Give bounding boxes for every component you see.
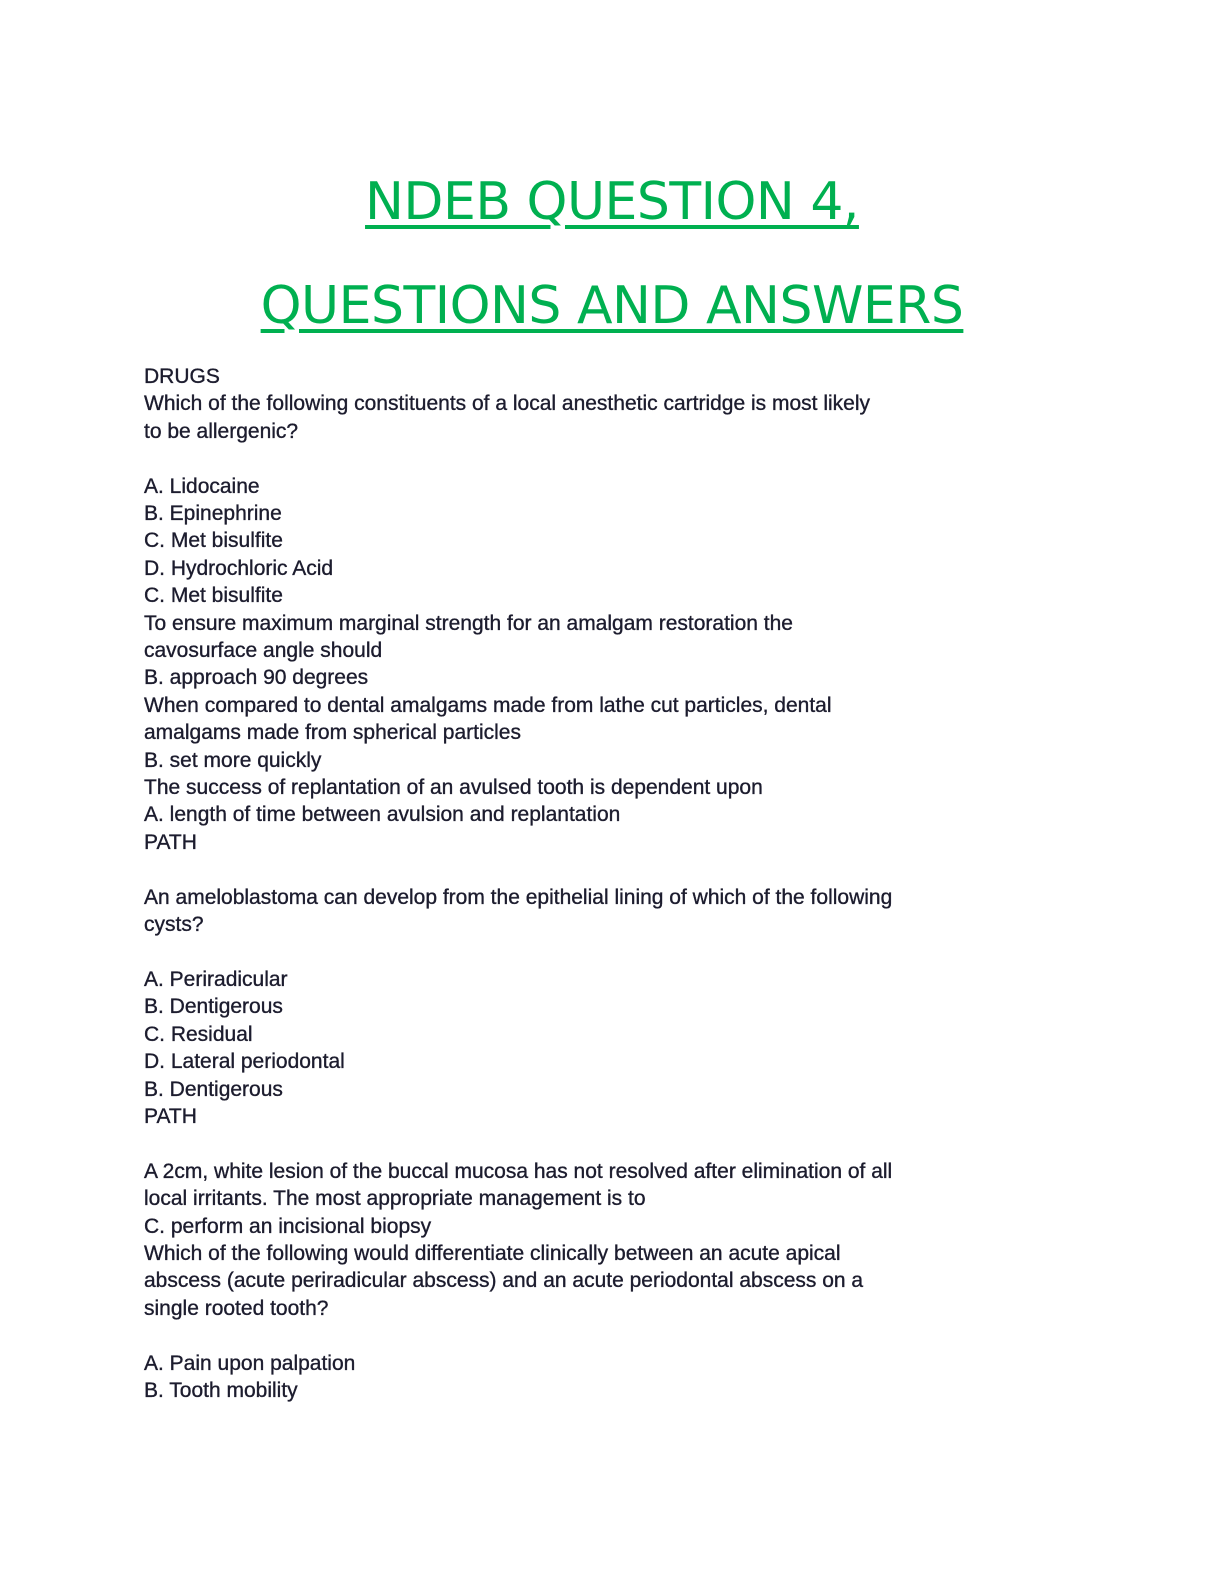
section-heading-drugs: DRUGS: [144, 365, 220, 388]
question-text: The success of replantation of an avulsed tooth is dependent upon: [144, 776, 763, 800]
answer-option: C. Met bisulfite: [144, 529, 283, 553]
question-text: local irritants. The most appropriate management is to: [144, 1187, 646, 1211]
correct-answer: A. length of time between avulsion and replantation: [144, 803, 621, 827]
blank-line: [144, 939, 1084, 966]
answer-option: B. Epinephrine: [144, 502, 282, 526]
answer-option: A. Lidocaine: [144, 474, 260, 498]
question-text: abscess (acute periradicular abscess) and an acute periodontal abscess on a: [144, 1269, 864, 1293]
title-line-1: NDEB QUESTION 4,: [365, 172, 859, 232]
section-heading-path: PATH: [144, 830, 197, 854]
answer-option: B. Tooth mobility: [144, 1378, 298, 1402]
blank-line: [144, 1130, 1084, 1157]
question-text: cavosurface angle should: [144, 639, 383, 663]
answer-option: D. Lateral periodontal: [144, 1050, 345, 1074]
question-text: A 2cm, white lesion of the buccal mucosa has not resolved after elimination of all: [144, 1159, 893, 1183]
blank-line: [144, 856, 1084, 883]
question-text: to be allergenic?: [144, 419, 299, 443]
answer-option: A. Pain upon palpation: [144, 1351, 356, 1375]
answer-option: C. Residual: [144, 1022, 253, 1046]
blank-line: [144, 1322, 1084, 1349]
correct-answer: B. approach 90 degrees: [144, 666, 369, 690]
correct-answer: C. perform an incisional biopsy: [144, 1214, 432, 1238]
question-text: An ameloblastoma can develop from the epithelial lining of which of the following: [144, 885, 893, 909]
section-heading-path: PATH: [144, 1104, 197, 1128]
question-text: When compared to dental amalgams made from lathe cut particles, dental: [144, 693, 832, 717]
answer-option: D. Hydrochloric Acid: [144, 556, 334, 580]
question-text: To ensure maximum marginal strength for an amalgam restoration the: [144, 611, 793, 635]
correct-answer: B. Dentigerous: [144, 1077, 283, 1101]
blank-line: [144, 445, 1084, 472]
answer-option: A. Periradicular: [144, 967, 288, 991]
question-text: single rooted tooth?: [144, 1296, 329, 1320]
question-text: Which of the following would differentiate clinically between an acute apical: [144, 1241, 841, 1265]
question-text: amalgams made from spherical particles: [144, 721, 521, 745]
question-text: Which of the following constituents of a local anesthetic cartridge is most likely: [144, 392, 871, 416]
question-text: cysts?: [144, 913, 204, 937]
correct-answer: C. Met bisulfite: [144, 584, 283, 608]
answer-option: B. Dentigerous: [144, 995, 283, 1019]
document-body: [144, 363, 1084, 1404]
correct-answer: B. set more quickly: [144, 748, 322, 772]
document-title: [0, 150, 1224, 358]
title-line-2: QUESTIONS AND ANSWERS: [260, 276, 964, 336]
